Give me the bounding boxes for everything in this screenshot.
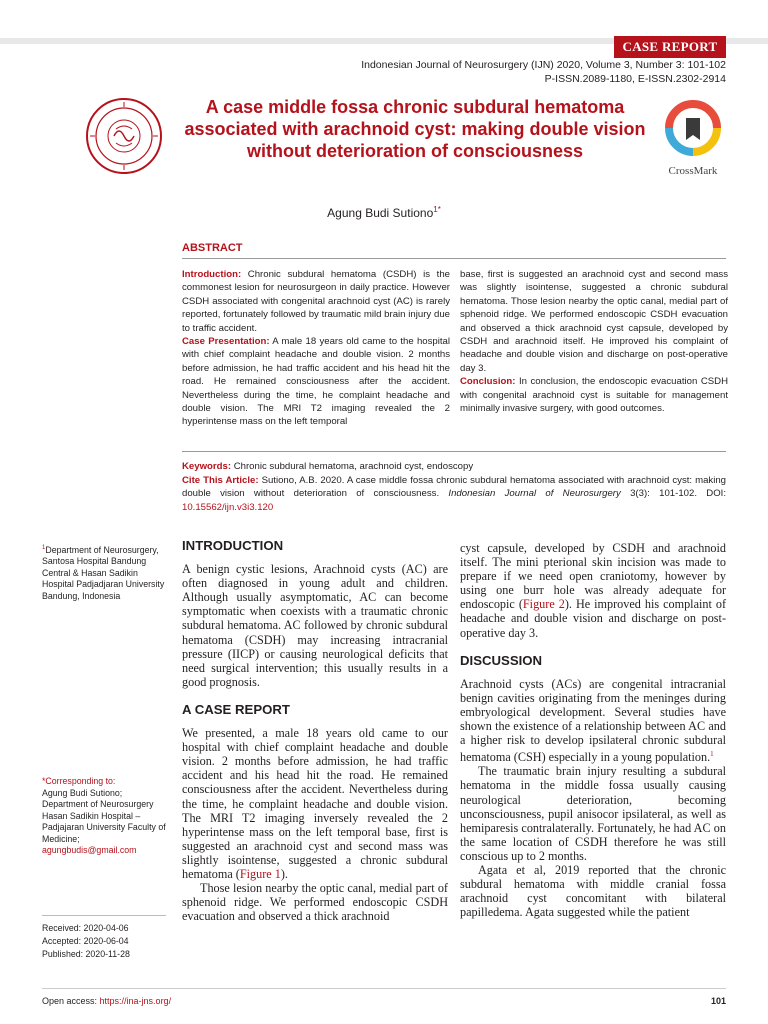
journal-citation: Indonesian Journal of Neurosurgery (IJN) 2020, Volume 3, Number 3: 101-102 xyxy=(361,59,726,71)
case-report-heading: A CASE REPORT xyxy=(182,701,290,717)
author-line xyxy=(0,205,768,220)
corresponding-text: Agung Budi Sutiono; Department of Neurosurgery Hasan Sadikin Hospital – Padjajaran University Faculty of Medicine; xyxy=(42,787,166,844)
accepted-date: Accepted: 2020-06-04 xyxy=(42,936,129,946)
case-continuation xyxy=(460,541,726,640)
received-date: Received: 2020-04-06 xyxy=(42,923,129,933)
abstract-conclusion-label: Conclusion: xyxy=(460,376,516,388)
keywords-divider xyxy=(182,451,726,452)
abstract-right-column xyxy=(460,268,728,415)
author-sup: 1* xyxy=(433,205,441,214)
cite-label: Cite This Article: xyxy=(182,475,259,486)
doi-link[interactable]: 10.15562/ijn.v3i3.120 xyxy=(182,501,274,513)
dates-divider xyxy=(42,915,166,916)
crossmark-badge[interactable] xyxy=(660,100,726,176)
abstract-intro-label: Introduction: xyxy=(182,269,242,280)
case-paragraph-1-text: We presented, a male 18 years old came to our hospital with chief complaint headache and double vision. 2 months before admission, he had traffic accident and his head hit the road. He remained consciousness after the accident. Nevertheless during the time, he complaint headache and double vision. The MRI T2 imaging inversely revealed the 2 hyperintense mass on the left temporal base, first is suggested an arachnoid cyst and second mass was slightly isointense, suggested a chronic subdural hematoma ( xyxy=(182,726,448,881)
affiliation xyxy=(42,543,166,602)
page-number: 101 xyxy=(710,996,726,1006)
introduction-paragraph: A benign cystic lesions, Arachnoid cysts (AC) are often diagnosed in young adult and children. Although usually asymptomatic, AC can become symptomatic when coexists with a traumatic chronic subdural hematoma. AC followed by chronic subdural hematoma (CSDH) may increasing intracranial pressure (IICP) or causing neurological deficits that need surgical intervention; this usually results in a good prognosis. xyxy=(182,562,448,689)
abstract-divider xyxy=(182,258,726,259)
keywords xyxy=(182,460,726,473)
journal-info xyxy=(361,59,726,71)
discussion-paragraph-3: Agata et al, 2019 reported that the chronic subdural hematoma with middle cranial fossa arachnoid cyst concomitant with bilateral papilledema. Agata suggested while the patient xyxy=(460,863,726,920)
affiliation-sup: 1 xyxy=(42,545,46,551)
cite-volume: 3(3): 101-102. DOI: xyxy=(620,488,727,500)
abstract-intro-text: Chronic subdural hematoma (CSDH) is the commonest lesion for neurosurgeon in daily practice. However CSDH associated with congenital arachnoid cyst (AC) is rarely reported, fortunately followed by traumatic mild brain injury due to traffic accident. xyxy=(182,269,450,334)
keywords-label: Keywords: xyxy=(182,461,232,472)
discussion-paragraph-2: The traumatic brain injury resulting a subdural hematoma in the middle fossa usually causing neurological deterioration, becoming unconsciousness, pupil anisocor ipsilateral, as well as hemiparesis contralaterally. Fortunately, he had AC on the same location of CSDH therefore he was still conscious up to 2 months. xyxy=(460,764,726,863)
cite-journal: Indonesian Journal of Neurosurgery xyxy=(448,488,621,500)
case-paragraph-1 xyxy=(182,726,448,881)
corresponding-author xyxy=(42,776,166,857)
abstract-conclusion-text: In conclusion, the endoscopic evacuation CSDH with congenital arachnoid cyst is suitable for management minimally invasive surgery, with good outcomes. xyxy=(460,376,728,415)
crossmark-icon xyxy=(660,100,726,158)
abstract-case-text-cont: base, first is suggested an arachnoid cyst and second mass was slightly isointense, suggested a chronic subdural hematoma. Those lesion nearby the optic canal, medial part of sphenoid ridge. We performed endoscopic CSDH evacuation and observed a thick arachnoid cyst capsule, developed by CSDH and arachnoid itself. He improved his complaint of headache and double vision and discharge on post-operative day 3. xyxy=(460,269,728,374)
corresponding-email[interactable]: agungbudis@gmail.com xyxy=(42,845,137,855)
journal-seal-logo xyxy=(84,96,164,176)
case-paragraph-1-end: ). xyxy=(280,866,288,881)
article-dates xyxy=(42,922,166,961)
abstract-case-label: Case Presentation: xyxy=(182,336,270,348)
introduction-heading: INTRODUCTION xyxy=(182,538,284,553)
journal-url-link[interactable]: https://ina-jns.org/ xyxy=(99,996,172,1006)
crossmark-label: CrossMark xyxy=(668,165,718,177)
article-type-badge: CASE REPORT xyxy=(614,36,726,58)
figure-1-link[interactable]: Figure 1 xyxy=(239,866,281,881)
published-date: Published: 2020-11-28 xyxy=(42,949,130,959)
abstract-left-column xyxy=(182,268,450,429)
keywords-text: Chronic subdural hematoma, arachnoid cyst, endoscopy xyxy=(231,461,474,472)
body-right-column xyxy=(460,541,726,919)
open-access-footer xyxy=(42,996,171,1006)
article-title: A case middle fossa chronic subdural hematoma associated with arachnoid cyst: making double vision without deterioration of consciousness xyxy=(184,97,646,161)
open-access-label: Open access: xyxy=(42,996,100,1006)
discussion-heading: DISCUSSION xyxy=(460,652,543,668)
cite-text: Sutiono, A.B. 2020. A case middle fossa chronic subdural hematoma associated with arachnoid cyst: making double vision without deterioration of consciousness. xyxy=(182,475,727,500)
discussion-paragraph-1 xyxy=(460,677,726,765)
discussion-paragraph-1-text: Arachnoid cysts (ACs) are congenital intracranial benign cavities originating from the meninges during embryological development. Several studies have shown the existence of a relationship between AC and a higher risk to develop ipsilateral chronic subdural hematoma (CSH) especially in a young population. xyxy=(460,676,726,765)
journal-issn: P-ISSN.2089-1180, E-ISSN.2302-2914 xyxy=(544,73,726,85)
affiliation-text: Department of Neurosurgery, Santosa Hospital Bandung Central & Hasan Sadikin Hospital Padjadjaran University Bandung, Indonesia xyxy=(42,544,165,601)
footer-divider xyxy=(42,988,726,989)
author-name: Agung Budi Sutiono xyxy=(327,206,434,220)
case-continuation-text: cyst capsule, developed by CSDH and arachnoid itself. The mini pterional skin incision was made to prepare if we need open craniotomy, however by using one burr hole was already adequate for endoscopic ( xyxy=(460,541,726,612)
case-continuation-end: ). He improved his complaint of headache and double vision and discharge on post-operative day 3. xyxy=(460,597,726,640)
corresponding-label: *Corresponding to: xyxy=(42,776,116,786)
citation xyxy=(182,474,726,514)
abstract-case-text: A male 18 years old came to the hospital with chief complaint headache and double vision. 2 months before admission, he had traffic accident and his head hit the road. He remained consciousness after the accident. Nevertheless during the time, he complaint headache and double vision. The MRI T2 imaging revealed the 2 hyperintense mass on the left temporal xyxy=(182,336,451,428)
figure-2-link[interactable]: Figure 2 xyxy=(522,597,565,612)
body-left-column xyxy=(182,539,448,923)
case-paragraph-2: Those lesion nearby the optic canal, medial part of sphenoid ridge. We performed endoscopic CSDH evacuation and observed a thick arachnoid xyxy=(182,881,448,924)
reference-1-sup[interactable]: 1 xyxy=(710,750,714,759)
abstract-heading: ABSTRACT xyxy=(182,242,243,254)
